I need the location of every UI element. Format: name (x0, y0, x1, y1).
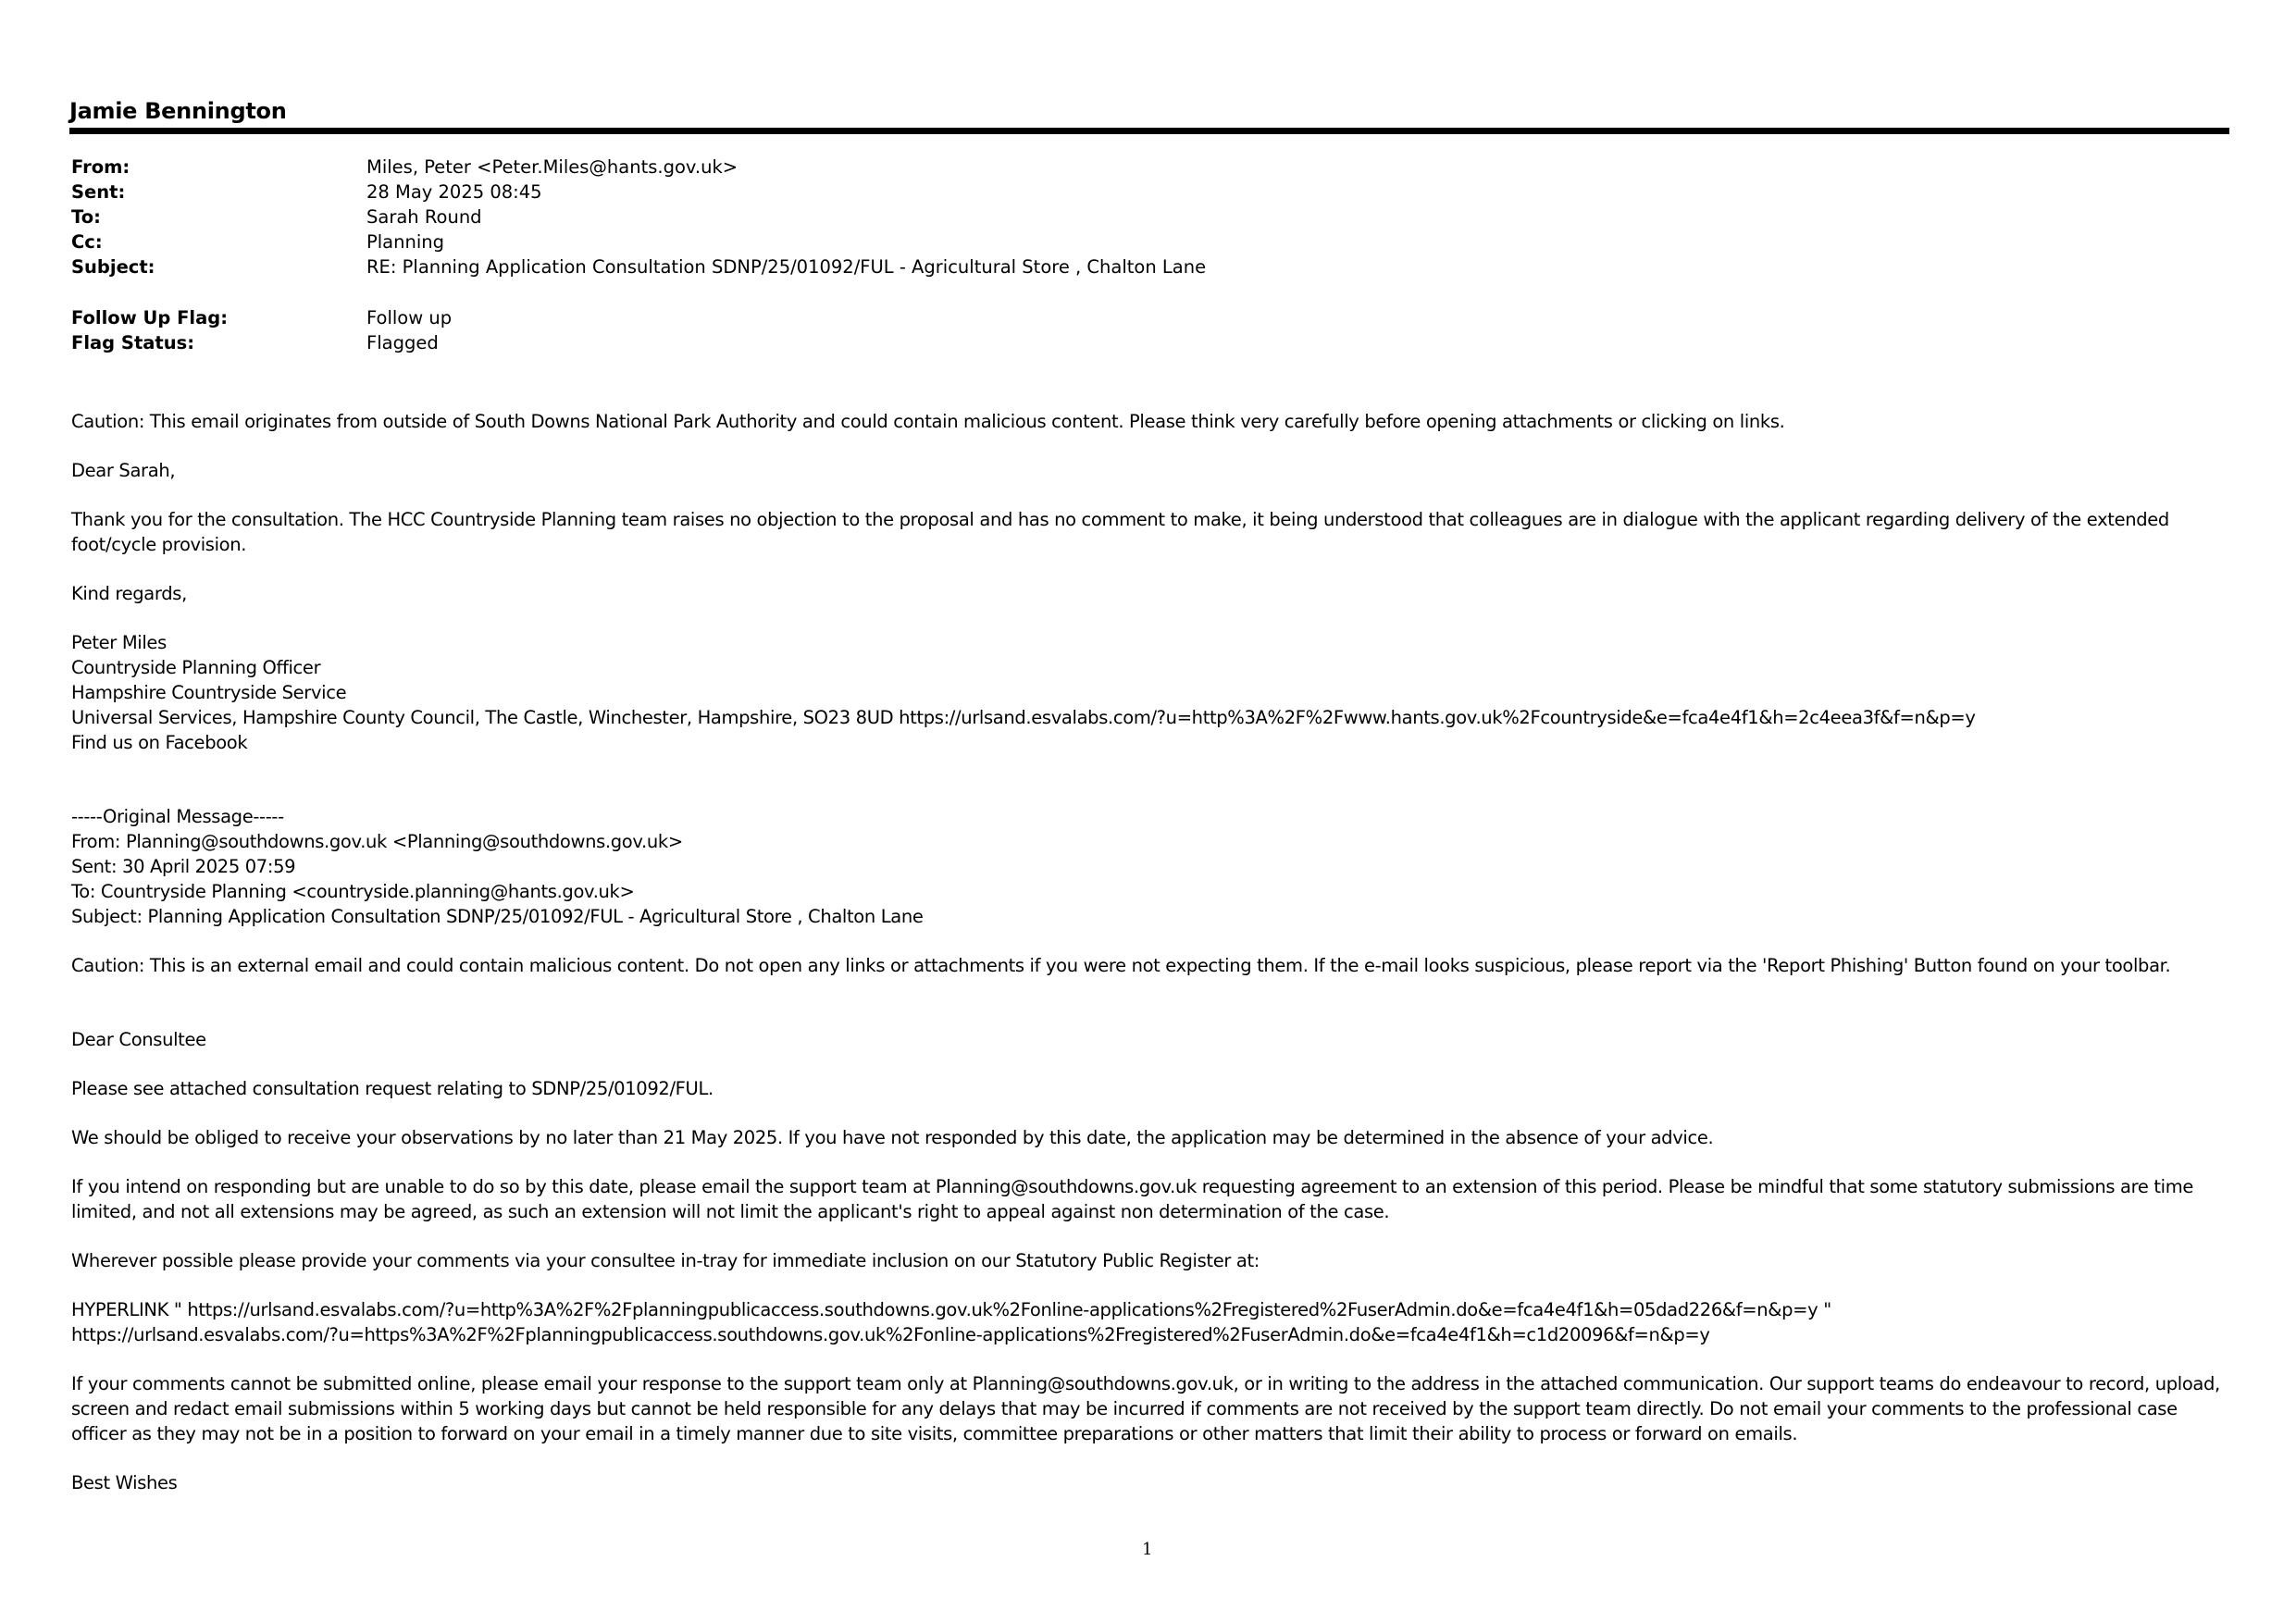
flag-status-label: Flag Status: (71, 332, 195, 353)
body-paragraph: Wherever possible please provide your comments via your consultee in-tray for immediate inclusion on our Statutory Public Register at: (71, 1250, 1260, 1271)
from-value: Miles, Peter <Peter.Miles@hants.gov.uk> (366, 156, 738, 178)
sent-value: 28 May 2025 08:45 (366, 181, 542, 203)
header-divider (69, 128, 2229, 134)
original-subject: Subject: Planning Application Consultation SDNP/25/01092/FUL - Agricultural Store , Chalton Lane (71, 906, 924, 927)
signature-name: Peter Miles (71, 632, 167, 653)
hyperlink-block (71, 1297, 2232, 1347)
cc-label: Cc: (71, 231, 103, 253)
original-from: From: Planning@southdowns.gov.uk <Planning@southdowns.gov.uk> (71, 831, 683, 852)
signature-facebook-link[interactable]: Find us on Facebook (71, 732, 248, 753)
body-paragraph: If you intend on responding but are unable to do so by this date, please email the support team at Planning@southdowns.gov.uk requesting agreement to an extension of this period. Please be mindful that some statutory submissions are time limited, and not all extensions may be agreed, as such an extension will not limit the applicant's right to appeal against non determination of the case. (71, 1176, 2199, 1222)
follow-up-label: Follow Up Flag: (71, 307, 228, 328)
flag-status-value: Flagged (366, 332, 439, 353)
original-message-header (71, 804, 2232, 929)
spacer (71, 1002, 2232, 1027)
signature-service: Hampshire Countryside Service (71, 682, 347, 703)
body-paragraph: Please see attached consultation request relating to SDNP/25/01092/FUL. (71, 1078, 714, 1099)
signature-block (71, 630, 2232, 755)
original-message-marker: -----Original Message----- (71, 806, 284, 827)
page-number: 1 (1142, 1540, 1153, 1559)
from-label: From: (71, 156, 130, 178)
body-paragraph: If your comments cannot be submitted online, please email your response to the support team only at Planning@southdowns.gov.uk, or in writing to the address in the attached communication. Our support teams do endeavour to record, upload, screen and redact email submissions within 5 working days but cannot be held responsible for any delays that may be incurred if comments are not received by the support team directly. Do not email your comments to the professional case officer as they may not be in a position to forward on your email in a timely manner due to site visits, committee preparations or other matters that limit their ability to process or forward on emails. (71, 1373, 2226, 1444)
recipient-name: Jamie Bennington (69, 98, 287, 124)
email-body (71, 409, 2232, 1519)
to-label: To: (71, 206, 101, 228)
signature-title: Countryside Planning Officer (71, 657, 321, 678)
greeting: Dear Sarah, (71, 460, 176, 481)
original-sent: Sent: 30 April 2025 07:59 (71, 856, 296, 877)
closing: Kind regards, (71, 583, 187, 604)
signature-address[interactable]: Universal Services, Hampshire County Council, The Castle, Winchester, Hampshire, SO23 8UD https://urlsand.esvalabs.com/?u=http%3A%2F%2Fwww.hants.gov.uk%2Fcountryside&e=fca4e4f1&h=2c4eea3f&f=n&p=y (71, 707, 1976, 728)
body-paragraph: We should be obliged to receive your observations by no later than 21 May 2025. If you have not responded by this date, the application may be determined in the absence of your advice. (71, 1127, 1714, 1148)
follow-up-value: Follow up (366, 307, 453, 328)
to-value: Sarah Round (366, 206, 482, 228)
subject-value: RE: Planning Application Consultation SDNP/25/01092/FUL - Agricultural Store , Chalton Lane (366, 256, 1207, 278)
caution-notice: Caution: This email originates from outside of South Downs National Park Authority and could contain malicious content. Please think very carefully before opening attachments or clicking on links. (71, 411, 1785, 432)
sent-label: Sent: (71, 181, 126, 203)
body-paragraph: Thank you for the consultation. The HCC Countryside Planning team raises no objection to the proposal and has no comment to make, it being understood that colleagues are in dialogue with the applicant regarding delivery of the extended foot/cycle provision. (71, 509, 2175, 555)
cc-value: Planning (366, 231, 444, 253)
greeting-consultee: Dear Consultee (71, 1029, 206, 1050)
subject-label: Subject: (71, 256, 155, 278)
hyperlink-field[interactable]: HYPERLINK " https://urlsand.esvalabs.com/?u=http%3A%2F%2Fplanningpublicaccess.southdowns.gov.uk%2Fonline-applications%2Fregistered%2FuserAdmin.do&e=fca4e4f1&h=05dad226&f=n&p=y " (71, 1299, 1831, 1320)
external-caution-notice: Caution: This is an external email and could contain malicious content. Do not open any links or attachments if you were not expecting them. If the e-mail looks suspicious, please report via the 'Report Phishing' Button found on your toolbar. (71, 955, 2171, 976)
sign-off: Best Wishes (71, 1472, 178, 1493)
register-link[interactable]: https://urlsand.esvalabs.com/?u=https%3A%2F%2Fplanningpublicaccess.southdowns.gov.uk%2Fonline-applications%2Fregistered%2FuserAdmin.do&e=fca4e4f1&h=c1d20096&f=n&p=y (71, 1324, 1710, 1345)
original-to: To: Countryside Planning <countryside.planning@hants.gov.uk> (71, 881, 635, 902)
spacer (71, 779, 2232, 804)
